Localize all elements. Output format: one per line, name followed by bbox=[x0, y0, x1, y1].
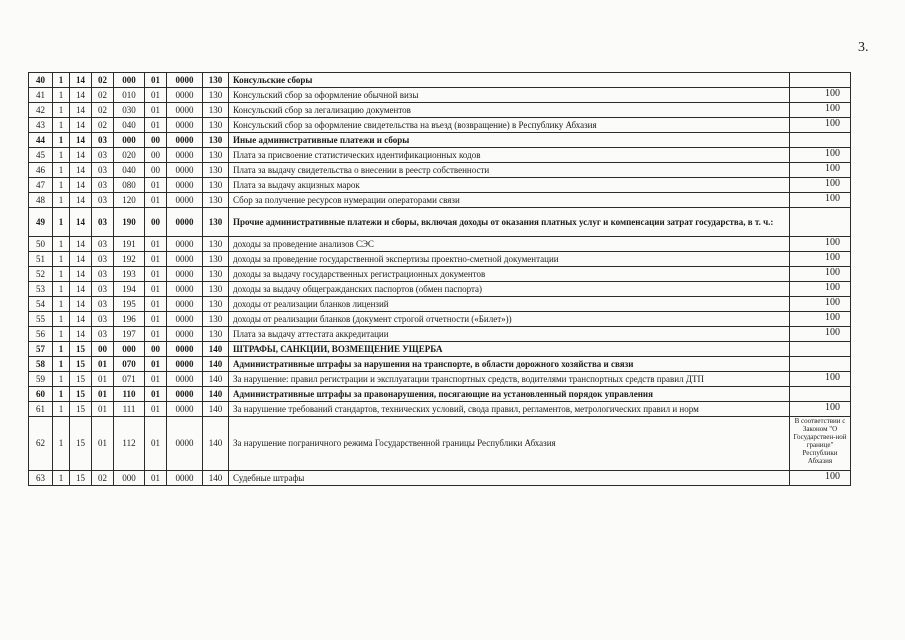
code-program-cell: 0000 bbox=[167, 88, 203, 103]
code-subgroup-cell: 14 bbox=[70, 88, 92, 103]
row-number-cell: 46 bbox=[29, 163, 53, 178]
code-subarticle-cell: 040 bbox=[114, 118, 145, 133]
amount-cell: 100 bbox=[790, 193, 851, 208]
code-subgroup-cell: 14 bbox=[70, 133, 92, 148]
table-row bbox=[29, 402, 851, 417]
row-number-cell: 53 bbox=[29, 282, 53, 297]
amount-cell: 100 bbox=[790, 252, 851, 267]
code-economic-cell: 130 bbox=[203, 208, 229, 237]
amount-cell: 100 bbox=[790, 327, 851, 342]
code-article-cell: 00 bbox=[92, 342, 114, 357]
row-number-cell: 41 bbox=[29, 88, 53, 103]
code-program-cell: 0000 bbox=[167, 178, 203, 193]
row-number-cell: 49 bbox=[29, 208, 53, 237]
code-group-cell: 1 bbox=[53, 103, 70, 118]
code-program-cell: 0000 bbox=[167, 237, 203, 252]
code-group-cell: 1 bbox=[53, 471, 70, 486]
code-group-cell: 1 bbox=[53, 133, 70, 148]
code-program-cell: 0000 bbox=[167, 118, 203, 133]
row-number-cell: 47 bbox=[29, 178, 53, 193]
code-economic-cell: 140 bbox=[203, 402, 229, 417]
code-article-cell: 02 bbox=[92, 471, 114, 486]
row-number-cell: 52 bbox=[29, 267, 53, 282]
code-article-cell: 01 bbox=[92, 372, 114, 387]
code-article-cell: 03 bbox=[92, 178, 114, 193]
code-element-cell: 01 bbox=[145, 417, 167, 471]
table-row bbox=[29, 297, 851, 312]
table-row bbox=[29, 163, 851, 178]
amount-cell: 100 bbox=[790, 103, 851, 118]
code-element-cell: 01 bbox=[145, 118, 167, 133]
description-cell: Судебные штрафы bbox=[229, 471, 790, 486]
description-cell: За нарушение требований стандартов, технических условий, свода правил, регламентов, метрологических правил и норм bbox=[229, 402, 790, 417]
table-row bbox=[29, 148, 851, 163]
code-subarticle-cell: 196 bbox=[114, 312, 145, 327]
code-subgroup-cell: 15 bbox=[70, 402, 92, 417]
code-subgroup-cell: 14 bbox=[70, 267, 92, 282]
row-number-cell: 55 bbox=[29, 312, 53, 327]
description-cell: Консульский сбор за оформление свидетельства на въезд (возвращение) в Республику Абхазия bbox=[229, 118, 790, 133]
table-row bbox=[29, 237, 851, 252]
code-element-cell: 01 bbox=[145, 237, 167, 252]
code-subarticle-cell: 080 bbox=[114, 178, 145, 193]
code-group-cell: 1 bbox=[53, 342, 70, 357]
row-number-cell: 44 bbox=[29, 133, 53, 148]
row-number-cell: 40 bbox=[29, 73, 53, 88]
code-program-cell: 0000 bbox=[167, 312, 203, 327]
table-row bbox=[29, 208, 851, 237]
code-subgroup-cell: 14 bbox=[70, 73, 92, 88]
code-subgroup-cell: 14 bbox=[70, 282, 92, 297]
code-subarticle-cell: 192 bbox=[114, 252, 145, 267]
amount-cell: В соответствии с Законом "О Государствен-ной границе" Республики Абхазия bbox=[790, 417, 851, 471]
code-group-cell: 1 bbox=[53, 163, 70, 178]
code-economic-cell: 140 bbox=[203, 357, 229, 372]
amount-cell bbox=[790, 208, 851, 237]
budget-table bbox=[28, 72, 851, 486]
code-subarticle-cell: 030 bbox=[114, 103, 145, 118]
code-subarticle-cell: 193 bbox=[114, 267, 145, 282]
code-subgroup-cell: 14 bbox=[70, 103, 92, 118]
code-element-cell: 01 bbox=[145, 357, 167, 372]
code-group-cell: 1 bbox=[53, 357, 70, 372]
description-cell: ШТРАФЫ, САНКЦИИ, ВОЗМЕЩЕНИЕ УЩЕРБА bbox=[229, 342, 790, 357]
amount-cell bbox=[790, 387, 851, 402]
table-row bbox=[29, 282, 851, 297]
code-element-cell: 01 bbox=[145, 193, 167, 208]
code-subgroup-cell: 14 bbox=[70, 252, 92, 267]
description-cell: Плата за присвоение статистических идентификационных кодов bbox=[229, 148, 790, 163]
code-subarticle-cell: 112 bbox=[114, 417, 145, 471]
code-program-cell: 0000 bbox=[167, 297, 203, 312]
amount-cell bbox=[790, 342, 851, 357]
code-element-cell: 01 bbox=[145, 471, 167, 486]
code-article-cell: 03 bbox=[92, 297, 114, 312]
code-economic-cell: 130 bbox=[203, 252, 229, 267]
amount-cell: 100 bbox=[790, 148, 851, 163]
code-subgroup-cell: 14 bbox=[70, 118, 92, 133]
amount-cell: 100 bbox=[790, 163, 851, 178]
amount-cell: 100 bbox=[790, 118, 851, 133]
code-subarticle-cell: 000 bbox=[114, 133, 145, 148]
code-subarticle-cell: 000 bbox=[114, 73, 145, 88]
code-economic-cell: 130 bbox=[203, 312, 229, 327]
amount-cell bbox=[790, 73, 851, 88]
code-article-cell: 03 bbox=[92, 193, 114, 208]
code-group-cell: 1 bbox=[53, 402, 70, 417]
description-cell: Консульский сбор за оформление обычной визы bbox=[229, 88, 790, 103]
code-article-cell: 03 bbox=[92, 208, 114, 237]
code-subgroup-cell: 14 bbox=[70, 208, 92, 237]
code-economic-cell: 130 bbox=[203, 88, 229, 103]
code-element-cell: 01 bbox=[145, 178, 167, 193]
code-subarticle-cell: 020 bbox=[114, 148, 145, 163]
code-subgroup-cell: 15 bbox=[70, 387, 92, 402]
row-number-cell: 43 bbox=[29, 118, 53, 133]
description-cell: Административные штрафы за правонарушения, посягающие на установленный порядок управления bbox=[229, 387, 790, 402]
code-program-cell: 0000 bbox=[167, 357, 203, 372]
description-cell: Плата за выдачу аттестата аккредитации bbox=[229, 327, 790, 342]
code-article-cell: 03 bbox=[92, 282, 114, 297]
code-element-cell: 01 bbox=[145, 282, 167, 297]
table-row bbox=[29, 252, 851, 267]
code-subgroup-cell: 15 bbox=[70, 342, 92, 357]
code-economic-cell: 140 bbox=[203, 387, 229, 402]
code-subgroup-cell: 14 bbox=[70, 193, 92, 208]
amount-cell: 100 bbox=[790, 372, 851, 387]
code-element-cell: 01 bbox=[145, 88, 167, 103]
code-group-cell: 1 bbox=[53, 148, 70, 163]
code-subarticle-cell: 010 bbox=[114, 88, 145, 103]
row-number-cell: 42 bbox=[29, 103, 53, 118]
code-subgroup-cell: 14 bbox=[70, 327, 92, 342]
code-subgroup-cell: 15 bbox=[70, 417, 92, 471]
code-program-cell: 0000 bbox=[167, 372, 203, 387]
amount-cell: 100 bbox=[790, 471, 851, 486]
row-number-cell: 54 bbox=[29, 297, 53, 312]
code-group-cell: 1 bbox=[53, 387, 70, 402]
table-row bbox=[29, 73, 851, 88]
code-subgroup-cell: 14 bbox=[70, 163, 92, 178]
code-program-cell: 0000 bbox=[167, 387, 203, 402]
description-cell: Плата за выдачу свидетельства о внесении в реестр собственности bbox=[229, 163, 790, 178]
code-subarticle-cell: 197 bbox=[114, 327, 145, 342]
code-economic-cell: 130 bbox=[203, 178, 229, 193]
code-program-cell: 0000 bbox=[167, 267, 203, 282]
code-subarticle-cell: 071 bbox=[114, 372, 145, 387]
code-article-cell: 03 bbox=[92, 163, 114, 178]
description-cell: Консульские сборы bbox=[229, 73, 790, 88]
code-economic-cell: 130 bbox=[203, 118, 229, 133]
amount-cell bbox=[790, 133, 851, 148]
row-number-cell: 51 bbox=[29, 252, 53, 267]
code-element-cell: 01 bbox=[145, 297, 167, 312]
code-article-cell: 01 bbox=[92, 417, 114, 471]
row-number-cell: 48 bbox=[29, 193, 53, 208]
code-subarticle-cell: 111 bbox=[114, 402, 145, 417]
code-element-cell: 00 bbox=[145, 208, 167, 237]
code-subgroup-cell: 15 bbox=[70, 357, 92, 372]
code-subgroup-cell: 14 bbox=[70, 237, 92, 252]
code-program-cell: 0000 bbox=[167, 133, 203, 148]
table-row bbox=[29, 103, 851, 118]
code-element-cell: 00 bbox=[145, 133, 167, 148]
code-group-cell: 1 bbox=[53, 73, 70, 88]
description-cell: доходы за выдачу общегражданских паспортов (обмен паспорта) bbox=[229, 282, 790, 297]
code-subarticle-cell: 191 bbox=[114, 237, 145, 252]
code-economic-cell: 140 bbox=[203, 471, 229, 486]
row-number-cell: 56 bbox=[29, 327, 53, 342]
amount-cell bbox=[790, 357, 851, 372]
description-cell: Консульский сбор за легализацию документов bbox=[229, 103, 790, 118]
code-element-cell: 01 bbox=[145, 73, 167, 88]
code-subgroup-cell: 14 bbox=[70, 178, 92, 193]
description-cell: доходы от реализации бланков лицензий bbox=[229, 297, 790, 312]
code-economic-cell: 140 bbox=[203, 372, 229, 387]
code-group-cell: 1 bbox=[53, 118, 70, 133]
row-number-cell: 50 bbox=[29, 237, 53, 252]
row-number-cell: 63 bbox=[29, 471, 53, 486]
amount-cell: 100 bbox=[790, 267, 851, 282]
amount-cell: 100 bbox=[790, 402, 851, 417]
table-row bbox=[29, 312, 851, 327]
code-subgroup-cell: 14 bbox=[70, 148, 92, 163]
code-article-cell: 01 bbox=[92, 387, 114, 402]
table-row bbox=[29, 118, 851, 133]
code-economic-cell: 130 bbox=[203, 267, 229, 282]
code-economic-cell: 140 bbox=[203, 417, 229, 471]
table-row bbox=[29, 193, 851, 208]
table-row bbox=[29, 178, 851, 193]
code-subarticle-cell: 190 bbox=[114, 208, 145, 237]
code-subgroup-cell: 15 bbox=[70, 372, 92, 387]
code-subgroup-cell: 14 bbox=[70, 312, 92, 327]
code-article-cell: 02 bbox=[92, 118, 114, 133]
code-program-cell: 0000 bbox=[167, 193, 203, 208]
row-number-cell: 57 bbox=[29, 342, 53, 357]
code-group-cell: 1 bbox=[53, 178, 70, 193]
code-program-cell: 0000 bbox=[167, 327, 203, 342]
description-cell: Сбор за получение ресурсов нумерации операторами связи bbox=[229, 193, 790, 208]
description-cell: доходы за проведение анализов СЭС bbox=[229, 237, 790, 252]
description-cell: Административные штрафы за нарушения на транспорте, в области дорожного хозяйства и связи bbox=[229, 357, 790, 372]
amount-cell: 100 bbox=[790, 312, 851, 327]
table-row bbox=[29, 88, 851, 103]
code-article-cell: 03 bbox=[92, 312, 114, 327]
code-subarticle-cell: 110 bbox=[114, 387, 145, 402]
code-program-cell: 0000 bbox=[167, 103, 203, 118]
row-number-cell: 59 bbox=[29, 372, 53, 387]
code-article-cell: 02 bbox=[92, 103, 114, 118]
code-program-cell: 0000 bbox=[167, 417, 203, 471]
code-subgroup-cell: 15 bbox=[70, 471, 92, 486]
table-row bbox=[29, 342, 851, 357]
code-subarticle-cell: 194 bbox=[114, 282, 145, 297]
code-element-cell: 00 bbox=[145, 148, 167, 163]
code-article-cell: 03 bbox=[92, 133, 114, 148]
description-cell: За нарушение пограничного режима Государственной границы Республики Абхазия bbox=[229, 417, 790, 471]
table-row bbox=[29, 471, 851, 486]
table-row bbox=[29, 327, 851, 342]
code-economic-cell: 130 bbox=[203, 297, 229, 312]
code-article-cell: 03 bbox=[92, 327, 114, 342]
description-cell: доходы за выдачу государственных регистрационных документов bbox=[229, 267, 790, 282]
code-program-cell: 0000 bbox=[167, 402, 203, 417]
table-row bbox=[29, 267, 851, 282]
code-article-cell: 03 bbox=[92, 237, 114, 252]
code-program-cell: 0000 bbox=[167, 148, 203, 163]
row-number-cell: 61 bbox=[29, 402, 53, 417]
code-group-cell: 1 bbox=[53, 297, 70, 312]
table-row bbox=[29, 417, 851, 471]
code-economic-cell: 130 bbox=[203, 148, 229, 163]
code-article-cell: 01 bbox=[92, 357, 114, 372]
code-economic-cell: 130 bbox=[203, 133, 229, 148]
code-element-cell: 01 bbox=[145, 387, 167, 402]
code-subarticle-cell: 195 bbox=[114, 297, 145, 312]
code-subarticle-cell: 000 bbox=[114, 471, 145, 486]
table-row bbox=[29, 133, 851, 148]
code-element-cell: 00 bbox=[145, 163, 167, 178]
code-economic-cell: 130 bbox=[203, 237, 229, 252]
code-economic-cell: 130 bbox=[203, 103, 229, 118]
code-program-cell: 0000 bbox=[167, 163, 203, 178]
row-number-cell: 60 bbox=[29, 387, 53, 402]
code-group-cell: 1 bbox=[53, 208, 70, 237]
code-economic-cell: 130 bbox=[203, 282, 229, 297]
code-program-cell: 0000 bbox=[167, 252, 203, 267]
code-subgroup-cell: 14 bbox=[70, 297, 92, 312]
code-program-cell: 0000 bbox=[167, 471, 203, 486]
row-number-cell: 62 bbox=[29, 417, 53, 471]
code-element-cell: 01 bbox=[145, 402, 167, 417]
row-number-cell: 45 bbox=[29, 148, 53, 163]
code-group-cell: 1 bbox=[53, 417, 70, 471]
code-program-cell: 0000 bbox=[167, 208, 203, 237]
amount-cell: 100 bbox=[790, 88, 851, 103]
code-article-cell: 03 bbox=[92, 148, 114, 163]
table-row bbox=[29, 372, 851, 387]
code-article-cell: 02 bbox=[92, 88, 114, 103]
code-subarticle-cell: 040 bbox=[114, 163, 145, 178]
table-row bbox=[29, 387, 851, 402]
table-row bbox=[29, 357, 851, 372]
code-economic-cell: 140 bbox=[203, 342, 229, 357]
description-cell: доходы за проведение государственной экспертизы проектно-сметной документации bbox=[229, 252, 790, 267]
code-subarticle-cell: 070 bbox=[114, 357, 145, 372]
code-element-cell: 01 bbox=[145, 372, 167, 387]
code-article-cell: 01 bbox=[92, 402, 114, 417]
code-subarticle-cell: 000 bbox=[114, 342, 145, 357]
code-group-cell: 1 bbox=[53, 312, 70, 327]
description-cell: доходы от реализации бланков (документ строгой отчетности («Билет»)) bbox=[229, 312, 790, 327]
amount-cell: 100 bbox=[790, 237, 851, 252]
code-group-cell: 1 bbox=[53, 193, 70, 208]
code-economic-cell: 130 bbox=[203, 163, 229, 178]
description-cell: Прочие административные платежи и сборы, включая доходы от оказания платных услуг и компенсации затрат государства, в т. ч.: bbox=[229, 208, 790, 237]
code-group-cell: 1 bbox=[53, 372, 70, 387]
code-program-cell: 0000 bbox=[167, 282, 203, 297]
code-economic-cell: 130 bbox=[203, 327, 229, 342]
description-cell: Иные административные платежи и сборы bbox=[229, 133, 790, 148]
code-element-cell: 01 bbox=[145, 103, 167, 118]
code-program-cell: 0000 bbox=[167, 73, 203, 88]
description-cell: Плата за выдачу акцизных марок bbox=[229, 178, 790, 193]
code-program-cell: 0000 bbox=[167, 342, 203, 357]
code-group-cell: 1 bbox=[53, 282, 70, 297]
code-element-cell: 01 bbox=[145, 267, 167, 282]
row-number-cell: 58 bbox=[29, 357, 53, 372]
code-element-cell: 01 bbox=[145, 327, 167, 342]
code-group-cell: 1 bbox=[53, 267, 70, 282]
code-article-cell: 02 bbox=[92, 73, 114, 88]
code-economic-cell: 130 bbox=[203, 193, 229, 208]
page-number: 3. bbox=[858, 40, 869, 55]
amount-cell: 100 bbox=[790, 178, 851, 193]
code-article-cell: 03 bbox=[92, 267, 114, 282]
code-group-cell: 1 bbox=[53, 237, 70, 252]
code-element-cell: 01 bbox=[145, 312, 167, 327]
code-economic-cell: 130 bbox=[203, 73, 229, 88]
code-article-cell: 03 bbox=[92, 252, 114, 267]
amount-cell: 100 bbox=[790, 297, 851, 312]
description-cell: За нарушение: правил регистрации и эксплуатации транспортных средств, водителями транспортных средств правил ДТП bbox=[229, 372, 790, 387]
amount-cell: 100 bbox=[790, 282, 851, 297]
code-element-cell: 01 bbox=[145, 252, 167, 267]
code-group-cell: 1 bbox=[53, 252, 70, 267]
code-group-cell: 1 bbox=[53, 327, 70, 342]
code-group-cell: 1 bbox=[53, 88, 70, 103]
code-element-cell: 00 bbox=[145, 342, 167, 357]
code-subarticle-cell: 120 bbox=[114, 193, 145, 208]
